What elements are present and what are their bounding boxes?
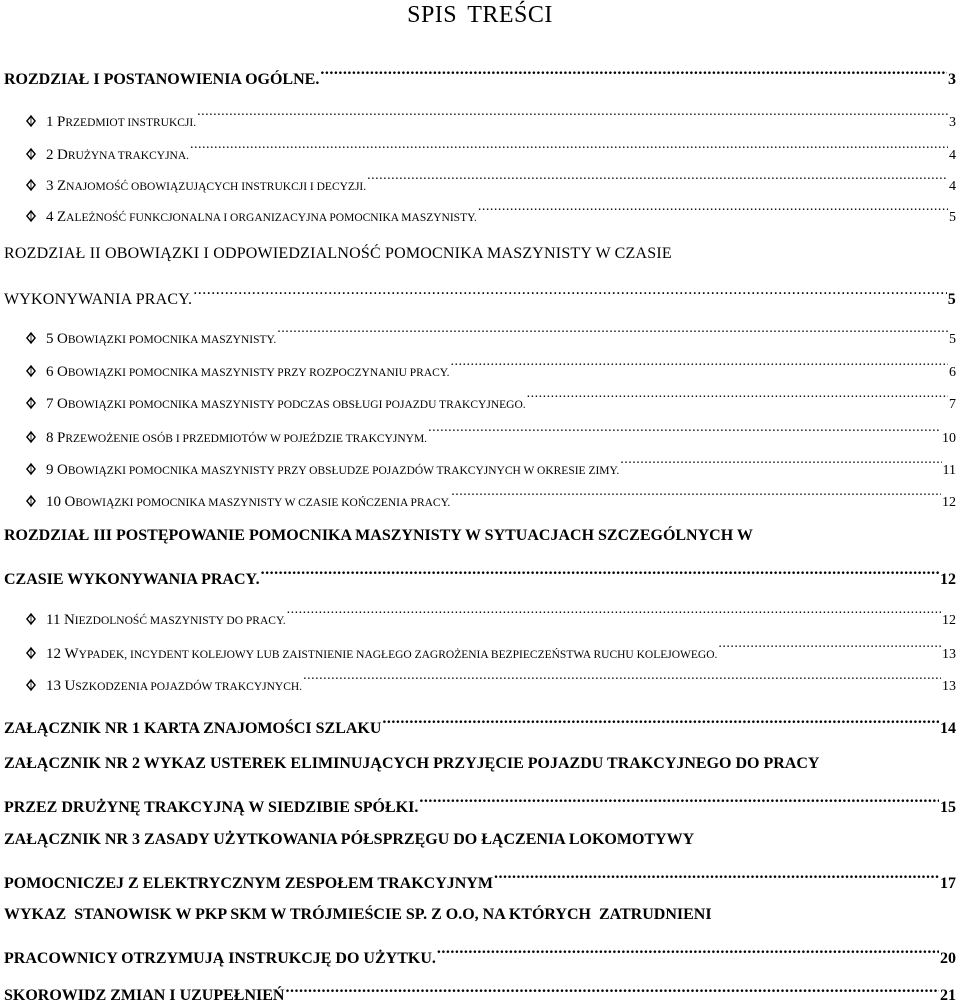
dot-leader: [526, 380, 948, 408]
diamond-bullet-icon: [26, 647, 36, 659]
toc-entry-text: WYKONYWANIA PRACY.: [4, 291, 193, 308]
section-initial: W: [64, 646, 79, 662]
toc-section[interactable]: [4, 131, 956, 163]
section-initial: U: [64, 678, 76, 694]
toc-line: [4, 935, 956, 967]
page-number: 5: [947, 291, 956, 308]
toc-chapter[interactable]: [4, 826, 956, 892]
section-initial: O: [64, 494, 76, 510]
page-number: 10: [942, 431, 956, 446]
page-number: 21: [940, 987, 956, 1004]
toc-chapter[interactable]: [4, 56, 956, 88]
toc-entry-text: ROZDZIAŁ I POSTANOWIENIA OGÓLNE.: [4, 71, 320, 88]
section-initial: O: [57, 462, 68, 478]
toc-section[interactable]: [4, 446, 956, 478]
toc-line: [4, 522, 956, 550]
diamond-bullet-icon: [26, 148, 36, 160]
toc-entry-text: WYKAZ STANOWISK W PKP SKM W TRÓJMIEŚCIE SP. Z O.O, NA KTÓRYCH ZATRUDNIENI: [4, 906, 712, 923]
toc-chapter[interactable]: [4, 976, 956, 1004]
diamond-bullet-icon: [26, 210, 36, 222]
diamond-bullet-icon: [26, 463, 36, 475]
toc-entry-text: NAJOMOŚĆ OBOWIĄZUJĄCYCH INSTRUKCJI I DECYZJI.: [66, 181, 367, 193]
section-number: 10: [46, 494, 61, 510]
toc-line: [4, 662, 956, 694]
toc-entry-text: ROZDZIAŁ II OBOWIĄZKI I ODPOWIEDZIALNOŚĆ POMOCNIKA MASZYNISTY W CZASIE: [4, 245, 672, 262]
toc-entry-text: SZKODZENIA POJAZDÓW TRAKCYJNYCH.: [75, 681, 303, 693]
dot-leader: [619, 446, 941, 474]
toc-entry-text: BOWIĄZKI POMOCNIKA MASZYNISTY PODCZAS OBSŁUGI POJAZDU TRAKCYJNEGO.: [67, 399, 526, 411]
toc-entry-text: ZAŁĄCZNIK NR 3 ZASADY UŻYTKOWANIA PÓŁSPRZĘGU DO ŁĄCZENIA LOKOMOTYWY: [4, 831, 695, 848]
dot-leader: [276, 315, 948, 343]
dot-leader: [192, 276, 947, 304]
toc-chapter[interactable]: [4, 705, 956, 737]
toc-section[interactable]: [4, 596, 956, 628]
toc-line: [4, 380, 956, 412]
toc-entry-text: RUŻYNA TRAKCYJNA.: [67, 150, 190, 162]
toc-line: [4, 596, 956, 628]
page-number: 11: [942, 463, 956, 478]
dot-leader: [418, 784, 939, 812]
section-number: 8: [46, 430, 54, 446]
toc-entry-text: PRZEZ DRUŻYNĘ TRAKCYJNĄ W SIEDZIBIE SPÓŁKI.: [4, 799, 419, 816]
diamond-bullet-icon: [26, 115, 36, 127]
dot-leader: [717, 630, 941, 658]
section-number: 9: [46, 462, 54, 478]
toc-line: [4, 784, 956, 816]
dot-leader: [366, 162, 948, 190]
toc-entry-text: IEZDOLNOŚĆ MASZYNISTY DO PRACY.: [74, 615, 286, 627]
section-number: 4: [46, 209, 54, 225]
diamond-bullet-icon: [26, 365, 36, 377]
toc-section[interactable]: [4, 162, 956, 194]
toc-line: [4, 750, 956, 778]
toc-entry-text: BOWIĄZKI POMOCNIKA MASZYNISTY PRZY ROZPOCZYNANIU PRACY.: [67, 367, 450, 379]
toc-section[interactable]: [4, 380, 956, 412]
page-number: 14: [940, 720, 956, 737]
section-number: 7: [46, 396, 54, 412]
toc-entry-text: BOWIĄZKI POMOCNIKA MASZYNISTY PRZY OBSŁUDZE POJAZDÓW TRAKCYJNYCH W OKRESIE ZIMY.: [67, 465, 620, 477]
toc-line: [4, 478, 956, 510]
page-number: 13: [942, 647, 956, 662]
dot-leader: [427, 414, 941, 442]
toc-section[interactable]: [4, 662, 956, 694]
toc-line: [4, 162, 956, 194]
toc-line: [4, 826, 956, 854]
toc-section[interactable]: [4, 414, 956, 446]
section-initial: O: [57, 364, 68, 380]
page-number: 12: [942, 613, 956, 628]
toc-line: [4, 131, 956, 163]
toc-entry-text: ZAŁĄCZNIK NR 1 KARTA ZNAJOMOŚCI SZLAKU: [4, 720, 382, 737]
diamond-bullet-icon: [26, 431, 36, 443]
toc-entry-text: POMOCNICZEJ Z ELEKTRYCZNYM ZESPOŁEM TRAKCYJNYM: [4, 875, 493, 892]
toc-entry-text: YPADEK, INCYDENT KOLEJOWY LUB ZAISTNIENIE NAGŁEGO ZAGROŻENIA BEZPIECZEŃSTWA RUCHU KOLEJOWEGO.: [78, 649, 718, 661]
toc-chapter[interactable]: [4, 240, 956, 308]
toc-line: [4, 315, 956, 347]
diamond-bullet-icon: [26, 613, 36, 625]
toc-line: [4, 276, 956, 308]
section-initial: Z: [57, 178, 67, 194]
section-number: 11: [46, 612, 61, 628]
page-number: 4: [949, 148, 956, 163]
page-number: 12: [940, 571, 956, 588]
page-number: 5: [949, 210, 956, 225]
toc-entry-text: ROZDZIAŁ III POSTĘPOWANIE POMOCNIKA MASZYNISTY W SYTUACJACH SZCZEGÓLNYCH W: [4, 527, 753, 544]
section-initial: O: [57, 396, 68, 412]
section-initial: D: [57, 147, 68, 163]
page-number: 4: [949, 179, 956, 194]
page-number: 5: [949, 332, 956, 347]
toc-section[interactable]: [4, 193, 956, 225]
toc-entry-text: RZEDMIOT INSTRUKCJI.: [65, 117, 197, 129]
page-title: SPIS TREŚCI: [407, 2, 553, 28]
section-number: 3: [46, 178, 54, 194]
dot-leader: [381, 705, 939, 733]
dot-leader: [286, 596, 941, 624]
section-number: 6: [46, 364, 54, 380]
toc-line: [4, 630, 956, 662]
dot-leader: [477, 193, 948, 221]
diamond-bullet-icon: [26, 397, 36, 409]
section-number: 13: [46, 678, 61, 694]
page-number: 17: [940, 875, 956, 892]
toc-section[interactable]: [4, 478, 956, 510]
section-number: 12: [46, 646, 61, 662]
dot-leader: [493, 860, 939, 888]
toc-line: [4, 240, 956, 268]
toc-entry-text: BOWIĄZKI POMOCNIKA MASZYNISTY W CZASIE KOŃCZENIA PRACY.: [75, 497, 451, 509]
dot-leader: [189, 131, 948, 159]
diamond-bullet-icon: [26, 332, 36, 344]
section-initial: N: [63, 612, 75, 628]
toc-entry-text: SKOROWIDZ ZMIAN I UZUPEŁNIEŃ: [4, 987, 285, 1004]
toc-section[interactable]: [4, 348, 956, 380]
dot-leader: [450, 478, 941, 506]
dot-leader: [436, 935, 939, 963]
dot-leader: [450, 348, 949, 376]
section-number: 1: [46, 114, 54, 130]
toc-entry-text: ALEŻNOŚĆ FUNKCJONALNA I ORGANIZACYJNA POMOCNIKA MASZYNISTY.: [66, 212, 477, 224]
toc-line: [4, 56, 956, 88]
toc-line: [4, 976, 956, 1004]
diamond-bullet-icon: [26, 495, 36, 507]
dot-leader: [302, 662, 941, 690]
dot-leader: [319, 56, 947, 84]
toc-entry-text: CZASIE WYKONYWANIA PRACY.: [4, 571, 260, 588]
section-number: 5: [46, 331, 54, 347]
page-number: 7: [949, 397, 956, 412]
toc-line: [4, 348, 956, 380]
toc-section[interactable]: [4, 315, 956, 347]
toc-line: [4, 556, 956, 588]
toc-entry-text: PRACOWNICY OTRZYMUJĄ INSTRUKCJĘ DO UŻYTKU.: [4, 950, 436, 967]
toc-entry-text: BOWIĄZKI POMOCNIKA MASZYNISTY.: [67, 334, 277, 346]
toc-chapter[interactable]: [4, 522, 956, 588]
page-number: 3: [948, 71, 956, 88]
section-number: 2: [46, 147, 54, 163]
toc-line: [4, 705, 956, 737]
page-number: 6: [949, 365, 956, 380]
toc-line: [4, 860, 956, 892]
toc-line: [4, 446, 956, 478]
toc-section[interactable]: [4, 98, 956, 130]
section-initial: P: [57, 114, 66, 130]
dot-leader: [196, 98, 948, 126]
toc-line: [4, 98, 956, 130]
toc-chapter[interactable]: [4, 750, 956, 816]
section-initial: P: [57, 430, 66, 446]
toc-section[interactable]: [4, 630, 956, 662]
toc-line: [4, 193, 956, 225]
page-number: 3: [949, 115, 956, 130]
page-number: 12: [942, 495, 956, 510]
toc-line: [4, 901, 956, 929]
toc-entry-text: ZAŁĄCZNIK NR 2 WYKAZ USTEREK ELIMINUJĄCYCH PRZYJĘCIE POJAZDU TRAKCYJNEGO DO PRACY: [4, 755, 820, 772]
diamond-bullet-icon: [26, 679, 36, 691]
toc-entry-text: RZEWOŻENIE OSÓB I PRZEDMIOTÓW W POJEŹDZIE TRAKCYJNYM.: [65, 433, 428, 445]
toc-line: [4, 414, 956, 446]
section-initial: O: [57, 331, 68, 347]
section-initial: Z: [57, 209, 67, 225]
page-number: 15: [940, 799, 956, 816]
page-number: 13: [942, 679, 956, 694]
diamond-bullet-icon: [26, 179, 36, 191]
page-number: 20: [940, 950, 956, 967]
dot-leader: [260, 556, 939, 584]
toc-chapter[interactable]: [4, 901, 956, 967]
dot-leader: [284, 976, 939, 1000]
